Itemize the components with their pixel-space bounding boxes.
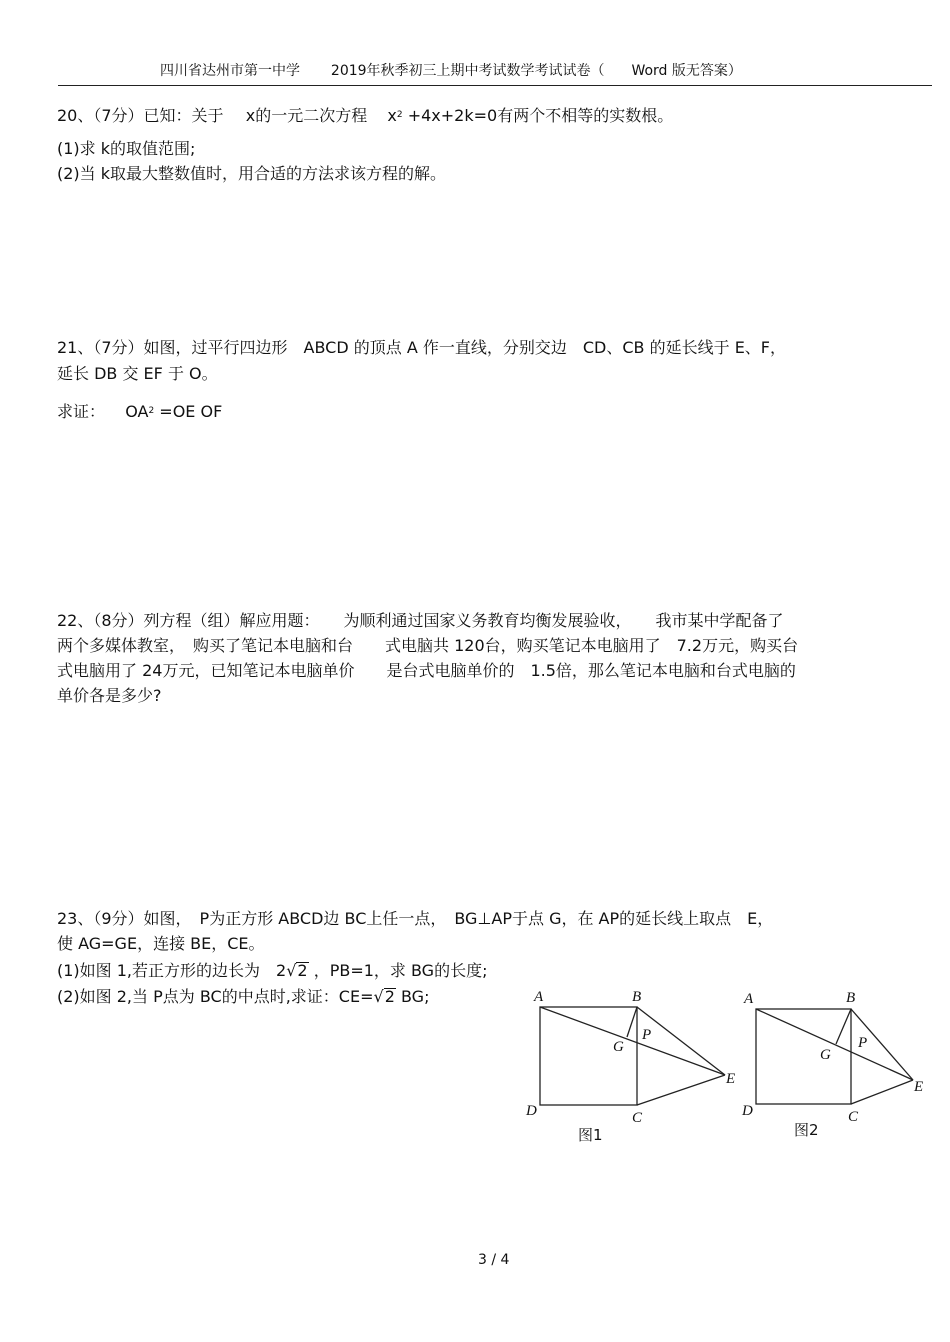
q22-line1: 22、（8分）列方程（组）解应用题： 为顺利通过国家义务教育均衡发展验收， 我市某中学配备了 (57, 611, 784, 630)
q21-exponent: 2 (148, 406, 155, 416)
label-c: C (632, 1110, 643, 1126)
page-number: 3 / 4 (478, 1252, 510, 1268)
q23-part1-b: ，PB=1，求 BG的长度; (313, 961, 488, 980)
q22-line4: 单价各是多少? (57, 686, 162, 705)
line-ae (540, 1007, 725, 1075)
q23-part2-radicand: 2 (384, 987, 395, 1006)
figure-1-caption: 图1 (578, 1126, 603, 1144)
q23-part1 (57, 962, 487, 979)
label-e: E (726, 1071, 736, 1087)
q20-intro-b: x的一元二次方程 (245, 106, 368, 125)
q23-line2: 使 AG=GE，连接 BE，CE。 (57, 934, 265, 953)
q23-part2-a: (2)如图 2,当 P点为 BC的中点时,求证：CE= (57, 987, 374, 1006)
label-p: P (858, 1035, 868, 1051)
q23-line1: 23、（9分）如图， P为正方形 ABCD边 BC上任一点， BG⊥AP于点 G，在 AP的延长线上取点 E， (57, 909, 774, 928)
sqrt-symbol: √2 (286, 961, 308, 980)
header-divider (58, 85, 932, 86)
q21-line1: 21、（7分）如图，过平行四边形 ABCD 的顶点 A 作一直线，分别交边 CD、CB 的延长线于 E、F， (57, 338, 787, 357)
label-b: B (632, 989, 642, 1005)
q23-part1-a: (1)如图 1,若正方形的边长为 2 (57, 961, 287, 980)
label-p: P (642, 1027, 652, 1043)
q23-part2-b: BG; (400, 987, 430, 1006)
page-header (160, 60, 742, 80)
header-tail: Word 版无答案） (631, 63, 742, 79)
q20-statement (57, 108, 673, 124)
q22-line2: 两个多媒体教室， 购买了笔记本电脑和台 式电脑共 120台，购买笔记本电脑用了 7.2万元，购买台 (57, 636, 799, 655)
q23-part2 (57, 988, 429, 1005)
line-ae (756, 1009, 913, 1080)
line-ce (851, 1080, 913, 1104)
label-d: D (742, 1103, 753, 1119)
q20-part2: (2)当 k取最大整数值时，用合适的方法求该方程的解。 (57, 164, 447, 183)
q22-line3: 式电脑用了 24万元，已知笔记本电脑单价 是台式电脑单价的 1.5倍，那么笔记本电脑和台式电脑的 (57, 661, 796, 680)
sqrt-symbol: √2 (373, 987, 395, 1006)
line-ce (637, 1075, 725, 1105)
q20-var-x: x (387, 106, 397, 125)
line-bg (627, 1007, 637, 1037)
q21-oa: OA (125, 402, 149, 421)
label-d: D (526, 1103, 537, 1119)
figure-2 (738, 985, 938, 1150)
q20-intro: 20、（7分）已知：关于 (57, 106, 224, 125)
q21-prove (57, 404, 222, 420)
label-c: C (848, 1109, 859, 1125)
square-abcd (540, 1007, 637, 1105)
label-g: G (820, 1047, 831, 1063)
q21-equation: =OE OF (159, 402, 223, 421)
label-e: E (914, 1079, 924, 1095)
label-a: A (744, 991, 754, 1007)
line-bg (836, 1009, 851, 1044)
header-school: 四川省达州市第一中学 (160, 63, 300, 79)
q20-exponent: 2 (396, 110, 403, 120)
figure-2-caption: 图2 (794, 1121, 819, 1139)
square-abcd (756, 1009, 851, 1104)
label-g: G (613, 1039, 624, 1055)
figure-1 (520, 985, 740, 1150)
q21-line2: 延长 DB 交 EF 于 O。 (57, 364, 218, 383)
q21-prove-label: 求证： (57, 402, 106, 421)
label-a: A (534, 989, 544, 1005)
q20-part1: (1)求 k的取值范围; (57, 139, 196, 158)
q23-part1-radicand: 2 (297, 961, 308, 980)
q20-equation: +4x+2k=0有两个不相等的实数根。 (407, 106, 674, 125)
header-title: 2019年秋季初三上期中考试数学考试试卷（ (330, 63, 605, 79)
label-b: B (846, 990, 856, 1006)
